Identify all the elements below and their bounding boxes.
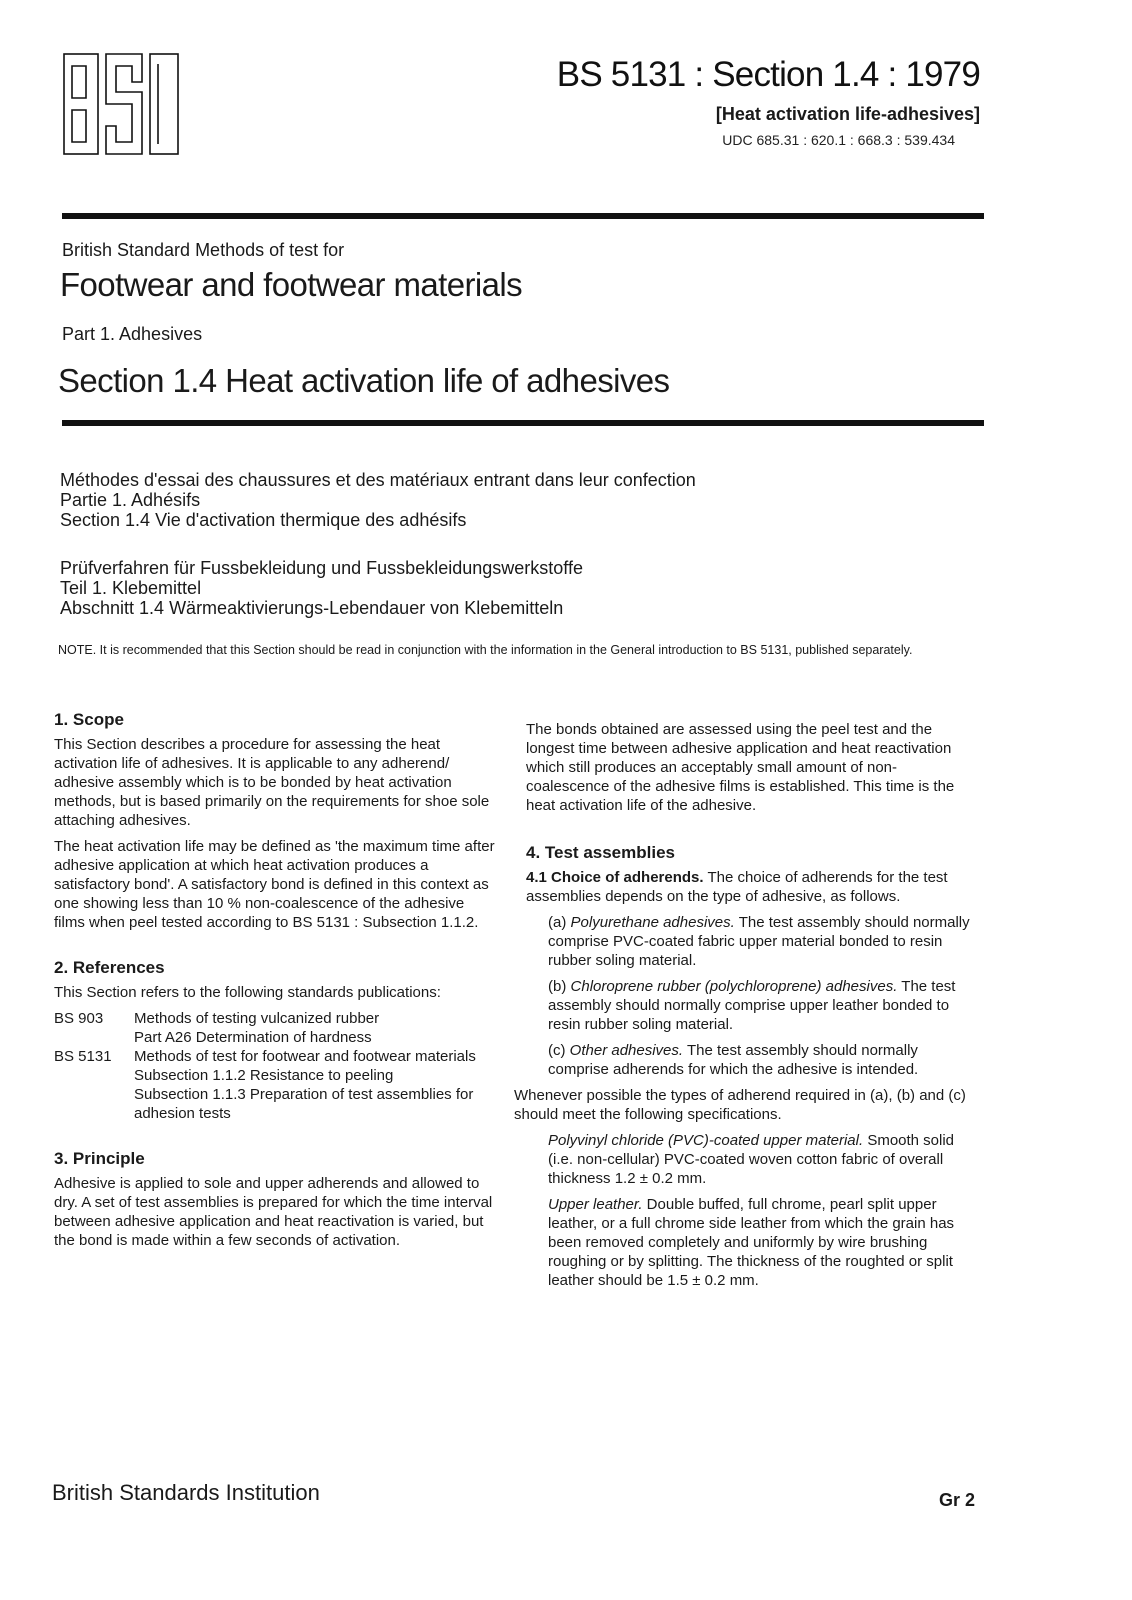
references-heading: 2. References: [54, 958, 165, 977]
principle-heading: 3. Principle: [54, 1149, 145, 1168]
udc-code: UDC 685.31 : 620.1 : 668.3 : 539.434: [722, 132, 955, 148]
note: NOTE. It is recommended that this Section should be read in conjunction with the information in the General introduction to BS 5131, published separately.: [58, 643, 913, 657]
references-intro: This Section refers to the following standards publications:: [54, 984, 441, 1001]
german-line-1: Prüfverfahren für Fussbekleidung und Fussbekleidungswerkstoffe: [60, 558, 583, 578]
item-title: Polyurethane adhesives.: [570, 914, 735, 931]
header-subtitle: [Heat activation life-adhesives]: [715, 104, 980, 124]
leather-title: Upper leather.: [548, 1196, 643, 1213]
german-title-block: [60, 558, 583, 618]
item-text: The test assembly should normally comprise PVC-coated fabric upper material bonded to resin rubber soling material.: [548, 914, 970, 969]
principle-paragraph-1: Adhesive is applied to sole and upper adherends and allowed to dry. A set of test assemblies is prepared for which the time interval between adhesive application and heat reactivation is varied, but the bond is made within a few seconds of activation.: [54, 1175, 493, 1249]
french-title-block: [60, 470, 696, 530]
reference-code: BS 903: [54, 1010, 104, 1027]
scope-paragraph-2: The heat activation life may be defined as 'the maximum time after adhesive application at which heat activation produces a satisfactory bond'. A satisfactory bond is defined in this context as one showing less than 10 % non-coalescence of the adhesive films when peel tested according to BS 5131 : Subsection 1.1.2.: [54, 838, 495, 931]
adherend-item: [526, 977, 971, 1034]
item-label: (a): [548, 914, 567, 931]
reference-line: Methods of test for footwear and footwear materials: [134, 1048, 476, 1065]
adherend-item: [526, 1041, 971, 1079]
choice-text: The choice of adherends for the test assemblies depends on the type of adhesive, as follows.: [526, 869, 948, 905]
scope-heading: 1. Scope: [54, 710, 124, 729]
item-title: Other adhesives.: [569, 1042, 684, 1059]
reference-code: BS 5131: [54, 1048, 112, 1065]
pvc-specification: [526, 1131, 971, 1188]
main-title: Footwear and footwear materials: [60, 266, 522, 303]
section-title: Section 1.4 Heat activation life of adhesives: [58, 362, 670, 399]
german-line-2: Teil 1. Klebemittel: [60, 578, 202, 598]
french-line-1: Méthodes d'essai des chaussures et des matériaux entrant dans leur confection: [60, 470, 696, 490]
pvc-text: Smooth solid (i.e. non-cellular) PVC-coated woven cotton fabric of overall thickness 1.2 ± 0.2 mm.: [548, 1132, 955, 1187]
item-text: The test assembly should normally comprise upper leather bonded to resin rubber soling material.: [548, 978, 956, 1033]
reference-line: Subsection 1.1.3 Preparation of test assemblies for adhesion tests: [134, 1086, 474, 1122]
test-assemblies-heading: 4. Test assemblies: [526, 843, 675, 862]
top-rule: [62, 213, 984, 219]
title-prefix: British Standard Methods of test for: [62, 240, 345, 260]
title-rule: [62, 420, 984, 426]
reference-item: [54, 1009, 499, 1047]
item-label: (c): [548, 1042, 566, 1059]
item-label: (b): [548, 978, 567, 995]
choice-of-adherends: [526, 868, 971, 906]
french-line-2: Partie 1. Adhésifs: [60, 490, 201, 510]
specification-intro: Whenever possible the types of adherend required in (a), (b) and (c) should meet the following specifications.: [514, 1087, 966, 1123]
part-title: Part 1. Adhesives: [62, 324, 203, 344]
german-line-3: Abschnitt 1.4 Wärmeaktivierungs-Lebendauer von Klebemitteln: [60, 598, 564, 618]
bsi-logo: [62, 52, 182, 158]
footer-organization: British Standards Institution: [52, 1480, 320, 1505]
pvc-title: Polyvinyl chloride (PVC)-coated upper material.: [548, 1132, 864, 1149]
choice-label: 4.1 Choice of adherends.: [526, 869, 704, 886]
reference-line: Part A26 Determination of hardness: [134, 1029, 372, 1046]
reference-item: [54, 1047, 499, 1123]
item-title: Chloroprene rubber (polychloroprene) adhesives.: [570, 978, 898, 995]
principle-paragraph-2: The bonds obtained are assessed using the peel test and the longest time between adhesive application and heat reactivation which still produces an acceptably small amount of non-coalescence of the adhesive films is established. This time is the heat activation life of the adhesive.: [526, 721, 955, 814]
left-column: [54, 710, 499, 1257]
leather-text: Double buffed, full chrome, pearl split upper leather, or a full chrome side leather from which the grain has been removed completely and uniformly by wire brushing roughing or by splitting. The thickness of the roughted or split leather should be 1.5 ± 0.2 mm.: [548, 1196, 955, 1289]
scope-paragraph-1: This Section describes a procedure for assessing the heat activation life of adhesives. It is applicable to any adherend/ adhesive assembly which is to be bonded by heat activation methods, but is based primarily on the requirements for shoe sole attaching adhesives.: [54, 736, 490, 829]
item-text: The test assembly should normally comprise adherends for which the adhesive is intended.: [548, 1042, 919, 1078]
adherend-item: [526, 913, 971, 970]
right-column: [514, 720, 971, 1297]
french-line-3: Section 1.4 Vie d'activation thermique des adhésifs: [60, 510, 467, 530]
price-grade: Gr 2: [938, 1490, 975, 1510]
standard-number: BS 5131 : Section 1.4 : 1979: [556, 55, 980, 94]
reference-line: Methods of testing vulcanized rubber: [134, 1010, 380, 1027]
leather-specification: [526, 1195, 971, 1290]
reference-line: Subsection 1.1.2 Resistance to peeling: [134, 1067, 394, 1084]
